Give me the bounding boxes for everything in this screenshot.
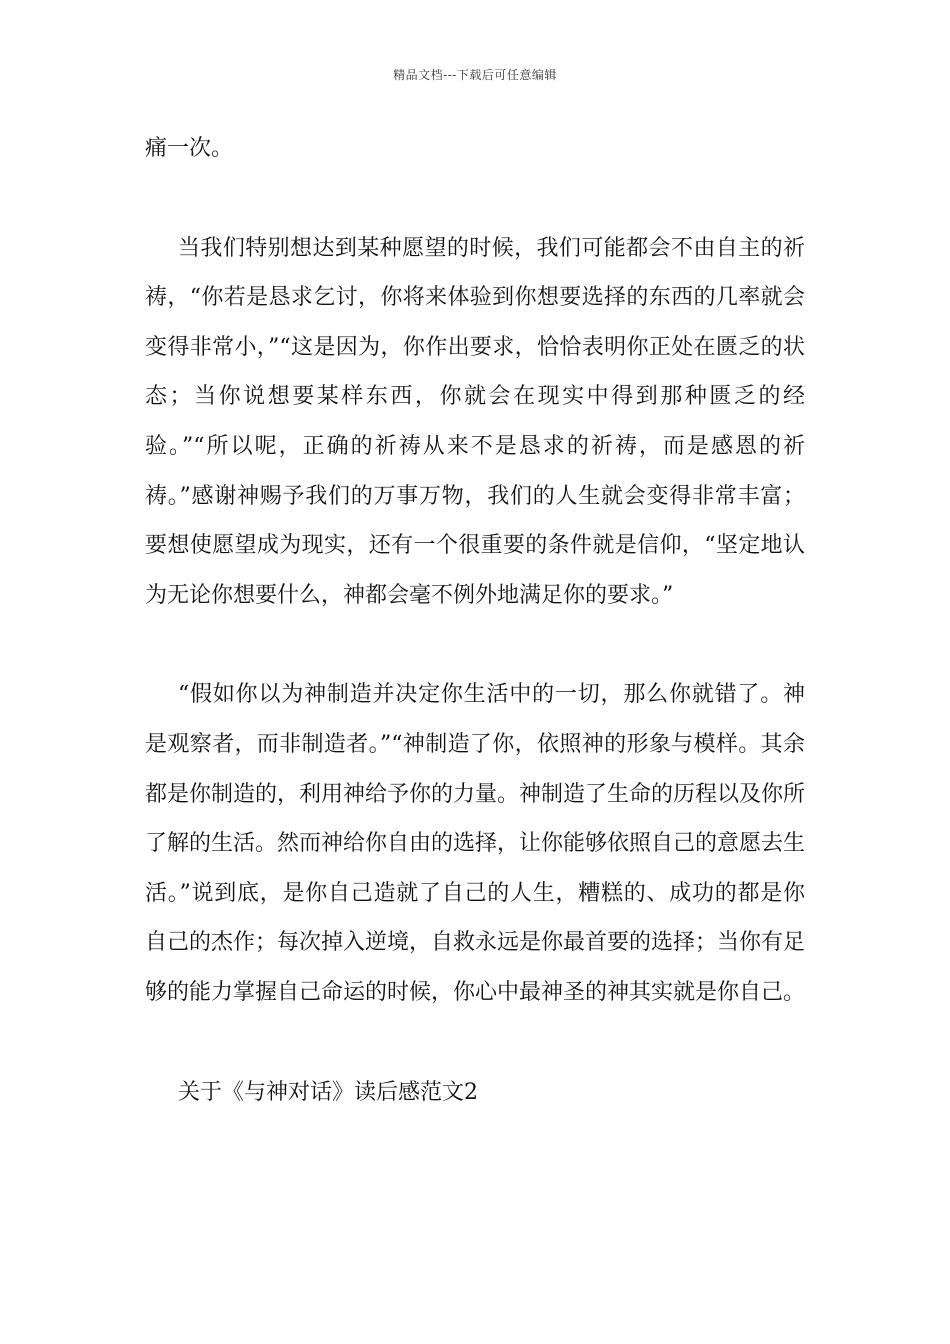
paragraph-creator: “假如你以为神制造并决定你生活中的一切，那么你就错了。神是观察者，而非制造者。”“神制造了你，依照神的形象与模样。其余都是你制造的，利用神给予你的力量。神制造了生命的历程以及你所了解的生活。然而神给你自由的选择，让你能够依照自己的意愿去生活。”说到底，是你自己造就了自己的人生，糟糕的、成功的都是你自己的杰作；每次掉入逆境，自救永远是你最首要的选择；当你有足够的能力掌握自己命运的时候，你心中最神圣的神其实就是你自己。 <box>145 682 806 1005</box>
paragraph-continuation: 痛一次。 <box>145 136 234 161</box>
document-body <box>145 124 805 1117</box>
section-heading: 关于《与神对话》读后感范文2 <box>178 1079 478 1105</box>
page-header: 精品文档---下载后可任意编辑 <box>393 68 557 82</box>
paragraph-prayer: 当我们特别想达到某种愿望的时候，我们可能都会不由自主的祈祷，“你若是恳求乞讨，你将来体验到你想要选择的东西的几率就会变得非常小，”“这是因为，你作出要求，恰恰表明你正处在匮乏的状态；当你说想要某样东西，你就会在现实中得到那种匮乏的经验。”“所以呢，正确的祈祷从来不是恳求的祈祷，而是感恩的祈祷。”感谢神赐予我们的万事万物，我们的人生就会变得非常丰富；要想使愿望成为现实，还有一个很重要的条件就是信仰，“坚定地认为无论你想要什么，神都会毫不例外地满足你的要求。” <box>145 235 805 608</box>
